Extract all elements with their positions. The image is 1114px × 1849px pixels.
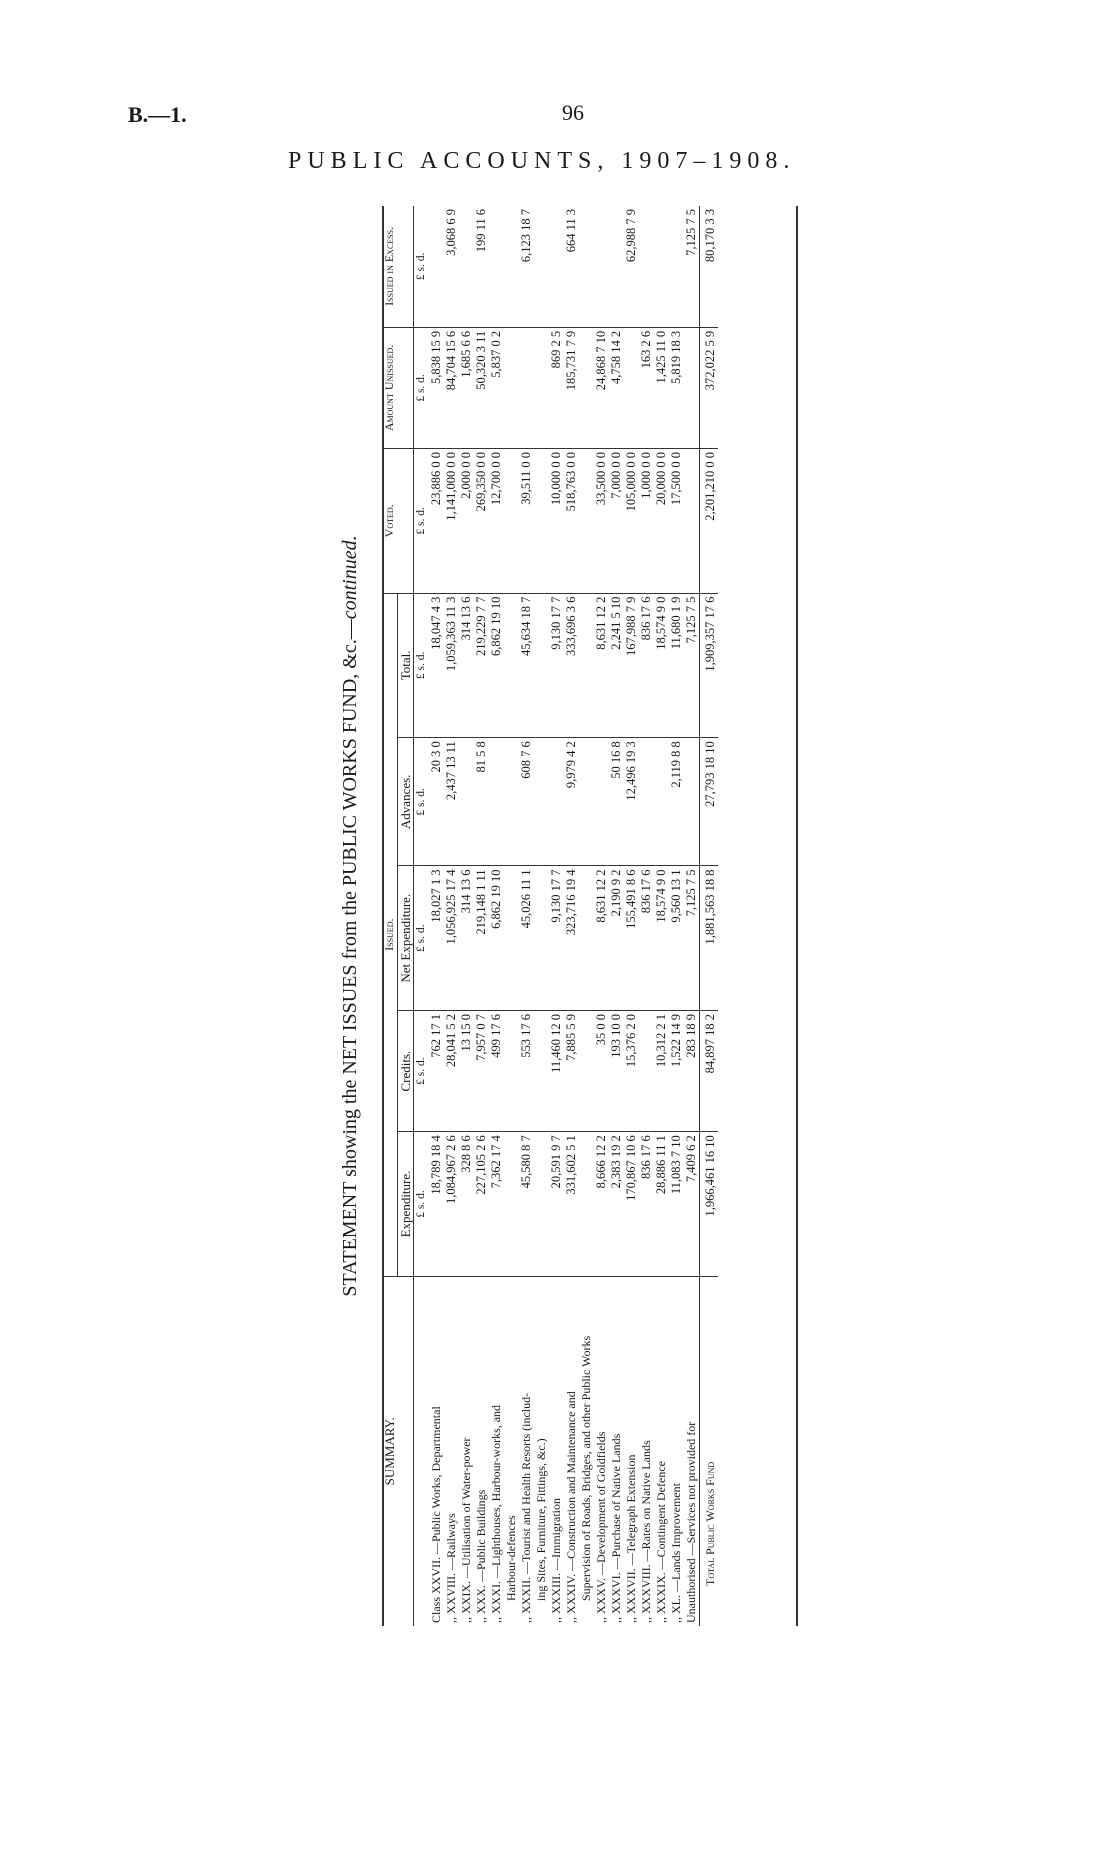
table-row xyxy=(669,206,684,1626)
expenditure-cell: 18,789 18 4 xyxy=(429,1132,444,1277)
credits-cell: 762 17 1 xyxy=(429,1010,444,1131)
table-row xyxy=(489,206,519,1626)
summary-cell xyxy=(519,1276,549,1626)
credits-cell: 1,522 14 9 xyxy=(669,1010,684,1131)
class-description: —Lighthouses, Harbour-works, and xyxy=(489,1404,503,1578)
credits-cell: 7,885 5 9 xyxy=(564,1010,594,1131)
advances-cell: 20 3 0 xyxy=(429,738,444,866)
excess-cell xyxy=(429,206,444,327)
net-expenditure-cell: 9,560 13 1 xyxy=(669,866,684,1011)
table-row xyxy=(654,206,669,1626)
class-description: —Purchase of Native Lands xyxy=(609,1433,623,1570)
unissued-cell xyxy=(684,327,700,448)
net-expenditure-cell: 8,631 12 2 xyxy=(594,866,609,1011)
voted-cell xyxy=(684,449,700,594)
summary-cell xyxy=(444,1276,459,1626)
advances-cell: 50 16 8 xyxy=(609,738,624,866)
credits-cell: 15,376 2 0 xyxy=(624,1010,639,1131)
total-cell: 11,680 1 9 xyxy=(669,593,684,738)
unissued-header-text: Amount Unissued. xyxy=(382,344,396,432)
voted-cell: 1,000 0 0 xyxy=(639,449,654,594)
table-row xyxy=(594,206,609,1626)
unissued-cell: 50,320 3 11 xyxy=(474,327,489,448)
summary-cell xyxy=(594,1276,609,1626)
voted-cell: 1,141,000 0 0 xyxy=(444,449,459,594)
total-cell: 7,125 7 5 xyxy=(684,593,700,738)
total-net-expenditure-cell: 1,881,563 18 8 xyxy=(700,866,719,1011)
excess-cell: 62,988 7 9 xyxy=(624,206,639,327)
rotated-statement-block xyxy=(330,206,810,1626)
class-description: —Railways xyxy=(444,1513,458,1570)
total-cell: 219,229 7 7 xyxy=(474,593,489,738)
net-expenditure-cell: 9,130 17 7 xyxy=(549,866,564,1011)
unissued-cell: 5,837 0 2 xyxy=(489,327,519,448)
net-expenditure-header-text: Net Expenditure. xyxy=(398,893,413,983)
class-label: ,, XXXVIII. xyxy=(639,1564,653,1623)
expenditure-cell: 2,383 19 2 xyxy=(609,1132,624,1277)
advances-header xyxy=(398,738,414,866)
total-cell: 836 17 6 xyxy=(639,593,654,738)
unissued-cell: 1,685 6 6 xyxy=(459,327,474,448)
class-description: —Lands Improvement xyxy=(669,1483,683,1592)
excess-cell xyxy=(669,206,684,327)
net-expenditure-cell: 18,574 9 0 xyxy=(654,866,669,1011)
class-description-continued: ing Sites, Furniture, Fittings, &c.) xyxy=(534,1438,548,1601)
table-row xyxy=(519,206,549,1626)
class-label: Class XXVII. xyxy=(429,1557,443,1623)
table-row xyxy=(639,206,654,1626)
excess-cell: 199 11 6 xyxy=(474,206,489,327)
excess-cell xyxy=(459,206,474,327)
table-row xyxy=(459,206,474,1626)
summary-cell xyxy=(564,1276,594,1626)
credits-cell: 7,957 0 7 xyxy=(474,1010,489,1131)
unissued-cell: 1,425 11 0 xyxy=(654,327,669,448)
advances-cell xyxy=(489,738,519,866)
net-expenditure-header xyxy=(398,866,414,1011)
expenditure-cell: 331,602 5 1 xyxy=(564,1132,594,1277)
unit-cell: £ s. d. xyxy=(414,206,430,327)
page-number: 96 xyxy=(562,100,584,125)
class-label: ,, XXIX. xyxy=(459,1581,473,1623)
voted-cell: 33,500 0 0 xyxy=(594,449,609,594)
excess-cell xyxy=(654,206,669,327)
unissued-cell xyxy=(519,327,549,448)
unissued-cell: 185,731 7 9 xyxy=(564,327,594,448)
expenditure-cell: 227,105 2 6 xyxy=(474,1132,489,1277)
summary-cell xyxy=(429,1276,444,1626)
class-description-continued: Harbour-defences xyxy=(504,1515,518,1601)
excess-cell: 664 11 3 xyxy=(564,206,594,327)
summary-cell xyxy=(684,1276,700,1626)
total-cell: 6,862 19 10 xyxy=(489,593,519,738)
expenditure-cell: 45,580 8 7 xyxy=(519,1132,549,1277)
net-expenditure-cell: 836 17 6 xyxy=(639,866,654,1011)
voted-cell: 20,000 0 0 xyxy=(654,449,669,594)
excess-cell xyxy=(609,206,624,327)
class-description: —Public Buildings xyxy=(474,1489,488,1582)
summary-cell xyxy=(459,1276,474,1626)
totals-label: Total Public Works Fund xyxy=(700,1276,719,1626)
table-row xyxy=(474,206,489,1626)
summary-cell xyxy=(609,1276,624,1626)
voted-cell: 39,511 0 0 xyxy=(519,449,549,594)
expenditure-cell: 7,409 6 2 xyxy=(684,1132,700,1277)
page-title: PUBLIC ACCOUNTS, 1907–1908. xyxy=(288,148,796,174)
class-label: ,, XL. xyxy=(669,1595,683,1623)
table-body xyxy=(429,206,718,1626)
class-label: ,, XXVIII. xyxy=(444,1573,458,1623)
summary-cell xyxy=(474,1276,489,1626)
net-expenditure-cell: 45,026 11 1 xyxy=(519,866,549,1011)
credits-cell: 35 0 0 xyxy=(594,1010,609,1131)
unit-cell: £ s. d. xyxy=(414,449,430,594)
advances-cell: 81 5 8 xyxy=(474,738,489,866)
statement-title xyxy=(330,206,370,1626)
expenditure-cell: 20,591 9 7 xyxy=(549,1132,564,1277)
totals-row xyxy=(700,206,719,1626)
unit-cell: £ s. d. xyxy=(414,866,430,1011)
voted-cell: 10,000 0 0 xyxy=(549,449,564,594)
expenditure-header-text: Expenditure. xyxy=(398,1170,413,1238)
net-expenditure-cell: 323,716 19 4 xyxy=(564,866,594,1011)
advances-cell: 12,496 19 3 xyxy=(624,738,639,866)
unissued-cell: 869 2 5 xyxy=(549,327,564,448)
voted-cell: 23,886 0 0 xyxy=(429,449,444,594)
credits-cell: 10,312 2 1 xyxy=(654,1010,669,1131)
table-row xyxy=(624,206,639,1626)
voted-cell: 2,000 0 0 xyxy=(459,449,474,594)
credits-cell: 28,041 5 2 xyxy=(444,1010,459,1131)
class-label: ,, XXXIX. xyxy=(654,1572,668,1623)
unit-cell: £ s. d. xyxy=(414,327,430,448)
class-label: ,, XXXVII. xyxy=(624,1568,638,1623)
unissued-cell: 84,704 15 6 xyxy=(444,327,459,448)
total-credits-cell: 84,897 18 2 xyxy=(700,1010,719,1131)
excess-header xyxy=(382,206,414,327)
advances-cell xyxy=(549,738,564,866)
advances-cell: 608 7 6 xyxy=(519,738,549,866)
expenditure-cell: 836 17 6 xyxy=(639,1132,654,1277)
voted-cell: 518,763 0 0 xyxy=(564,449,594,594)
summary-cell xyxy=(549,1276,564,1626)
table-row xyxy=(684,206,700,1626)
unissued-cell: 24,868 7 10 xyxy=(594,327,609,448)
unit-cell: £ s. d. xyxy=(414,738,430,866)
total-header xyxy=(398,593,414,738)
advances-cell xyxy=(684,738,700,866)
document-reference: B.—1. xyxy=(128,102,187,127)
summary-header-text: SUMMARY. xyxy=(382,1417,397,1486)
unit-cell: £ s. d. xyxy=(414,1132,430,1277)
net-expenditure-cell: 1,056,925 17 4 xyxy=(444,866,459,1011)
credits-cell: 283 18 9 xyxy=(684,1010,700,1131)
unit-cell-summary xyxy=(414,1276,430,1626)
unissued-cell: 4,758 14 2 xyxy=(609,327,624,448)
voted-cell: 105,000 0 0 xyxy=(624,449,639,594)
credits-cell: 11,460 12 0 xyxy=(549,1010,564,1131)
statement-title-text: STATEMENT showing the NET ISSUES from the PUBLIC WORKS FUND, &c.— xyxy=(339,619,361,1297)
credits-header-text: Credits. xyxy=(398,1050,413,1092)
excess-cell: 7,125 7 5 xyxy=(684,206,700,327)
expenditure-cell: 7,362 17 4 xyxy=(489,1132,519,1277)
table-row xyxy=(549,206,564,1626)
voted-cell: 17,500 0 0 xyxy=(669,449,684,594)
expenditure-cell: 8,666 12 2 xyxy=(594,1132,609,1277)
net-expenditure-cell: 18,027 1 3 xyxy=(429,866,444,1011)
class-label: ,, XXXII. xyxy=(519,1577,533,1623)
class-description-continued: Supervision of Roads, Bridges, and other Public Works xyxy=(579,1335,593,1601)
expenditure-cell: 328 8 6 xyxy=(459,1132,474,1277)
net-expenditure-cell: 6,862 19 10 xyxy=(489,866,519,1011)
class-description: —Contingent Defence xyxy=(654,1461,668,1570)
total-cell: 9,130 17 7 xyxy=(549,593,564,738)
unit-cell: £ s. d. xyxy=(414,1010,430,1131)
summary-cell xyxy=(489,1276,519,1626)
excess-cell: 3,068 6 9 xyxy=(444,206,459,327)
class-description: —Tourist and Health Resorts (includ- xyxy=(519,1392,533,1574)
credits-cell: 193 10 0 xyxy=(609,1010,624,1131)
issued-header xyxy=(382,593,398,1276)
credits-header xyxy=(398,1010,414,1131)
excess-cell xyxy=(549,206,564,327)
class-description: —Rates on Native Lands xyxy=(639,1440,653,1562)
summary-cell xyxy=(624,1276,639,1626)
summary-cell xyxy=(639,1276,654,1626)
net-expenditure-cell: 155,491 8 6 xyxy=(624,866,639,1011)
class-label: ,, XXXIV. xyxy=(564,1573,578,1623)
unit-cell: £ s. d. xyxy=(414,593,430,738)
summary-header xyxy=(382,1276,414,1626)
statement-continued: continued. xyxy=(339,535,361,620)
public-works-table xyxy=(382,206,718,1626)
class-label: Unauthorised xyxy=(684,1558,698,1623)
net-expenditure-cell: 219,148 1 11 xyxy=(474,866,489,1011)
voted-cell: 7,000 0 0 xyxy=(609,449,624,594)
credits-cell: 13 15 0 xyxy=(459,1010,474,1131)
class-description: —Telegraph Extension xyxy=(624,1454,638,1566)
total-total-cell: 1,909,357 17 6 xyxy=(700,593,719,738)
table-row xyxy=(609,206,624,1626)
excess-cell: 6,123 18 7 xyxy=(519,206,549,327)
total-cell: 314 13 6 xyxy=(459,593,474,738)
unissued-cell: 5,838 15 9 xyxy=(429,327,444,448)
table-row xyxy=(444,206,459,1626)
advances-cell xyxy=(459,738,474,866)
class-description: —Construction and Maintenance and xyxy=(564,1391,578,1571)
total-excess-cell: 80,170 3 3 xyxy=(700,206,719,327)
credits-cell: 499 17 6 xyxy=(489,1010,519,1131)
class-description: —Public Works, Departmental xyxy=(429,1406,443,1554)
total-cell: 45,634 18 7 xyxy=(519,593,549,738)
class-label: ,, XXXV. xyxy=(594,1577,608,1623)
unissued-cell xyxy=(624,327,639,448)
total-cell: 333,696 3 6 xyxy=(564,593,594,738)
advances-cell xyxy=(639,738,654,866)
class-label: ,, XXXI. xyxy=(489,1581,503,1623)
total-cell: 8,631 12 2 xyxy=(594,593,609,738)
class-label: ,, XXXIII. xyxy=(549,1573,563,1623)
table-row xyxy=(564,206,594,1626)
credits-cell: 553 17 6 xyxy=(519,1010,549,1131)
net-expenditure-cell: 314 13 6 xyxy=(459,866,474,1011)
class-label: ,, XXXVI. xyxy=(609,1572,623,1623)
expenditure-cell: 1,084,967 2 6 xyxy=(444,1132,459,1277)
excess-header-text: Issued in Excess. xyxy=(382,226,396,306)
advances-cell xyxy=(594,738,609,866)
class-description: —Immigration xyxy=(549,1498,563,1570)
excess-cell xyxy=(489,206,519,327)
unissued-cell: 5,819 18 3 xyxy=(669,327,684,448)
table-row xyxy=(429,206,444,1626)
voted-header xyxy=(382,449,414,594)
expenditure-header xyxy=(398,1132,414,1277)
expenditure-cell: 170,867 10 6 xyxy=(624,1132,639,1277)
total-voted-cell: 2,201,210 0 0 xyxy=(700,449,719,594)
advances-cell xyxy=(654,738,669,866)
unissued-header xyxy=(382,327,414,448)
total-cell: 18,574 9 0 xyxy=(654,593,669,738)
total-expenditure-cell: 1,966,461 16 10 xyxy=(700,1132,719,1277)
voted-cell: 269,350 0 0 xyxy=(474,449,489,594)
advances-cell: 2,119 8 8 xyxy=(669,738,684,866)
net-expenditure-cell: 2,190 9 2 xyxy=(609,866,624,1011)
total-cell: 167,988 7 9 xyxy=(624,593,639,738)
advances-header-text: Advances. xyxy=(398,774,413,830)
credits-cell xyxy=(639,1010,654,1131)
class-description: —Utilisation of Water-power xyxy=(459,1437,473,1578)
advances-cell: 2,437 13 11 xyxy=(444,738,459,866)
expenditure-cell: 28,886 11 1 xyxy=(654,1132,669,1277)
excess-cell xyxy=(639,206,654,327)
class-description: —Services not provided for xyxy=(684,1421,698,1556)
net-expenditure-cell: 7,125 7 5 xyxy=(684,866,700,1011)
voted-cell: 12,700 0 0 xyxy=(489,449,519,594)
total-unissued-cell: 372,022 5 9 xyxy=(700,327,719,448)
total-cell: 18,047 4 3 xyxy=(429,593,444,738)
total-cell: 2,241 5 10 xyxy=(609,593,624,738)
total-advances-cell: 27,793 18 10 xyxy=(700,738,719,866)
summary-cell xyxy=(654,1276,669,1626)
total-header-text: Total. xyxy=(398,650,413,681)
excess-cell xyxy=(594,206,609,327)
voted-header-text: Voted. xyxy=(382,504,396,538)
class-label: ,, XXX. xyxy=(474,1585,488,1623)
expenditure-cell: 11,083 7 10 xyxy=(669,1132,684,1277)
advances-cell: 9,979 4 2 xyxy=(564,738,594,866)
total-cell: 1,059,363 11 3 xyxy=(444,593,459,738)
issued-header-text: Issued. xyxy=(382,918,396,951)
class-description: —Development of Goldfields xyxy=(594,1431,608,1575)
unissued-cell: 163 2 6 xyxy=(639,327,654,448)
summary-cell xyxy=(669,1276,684,1626)
